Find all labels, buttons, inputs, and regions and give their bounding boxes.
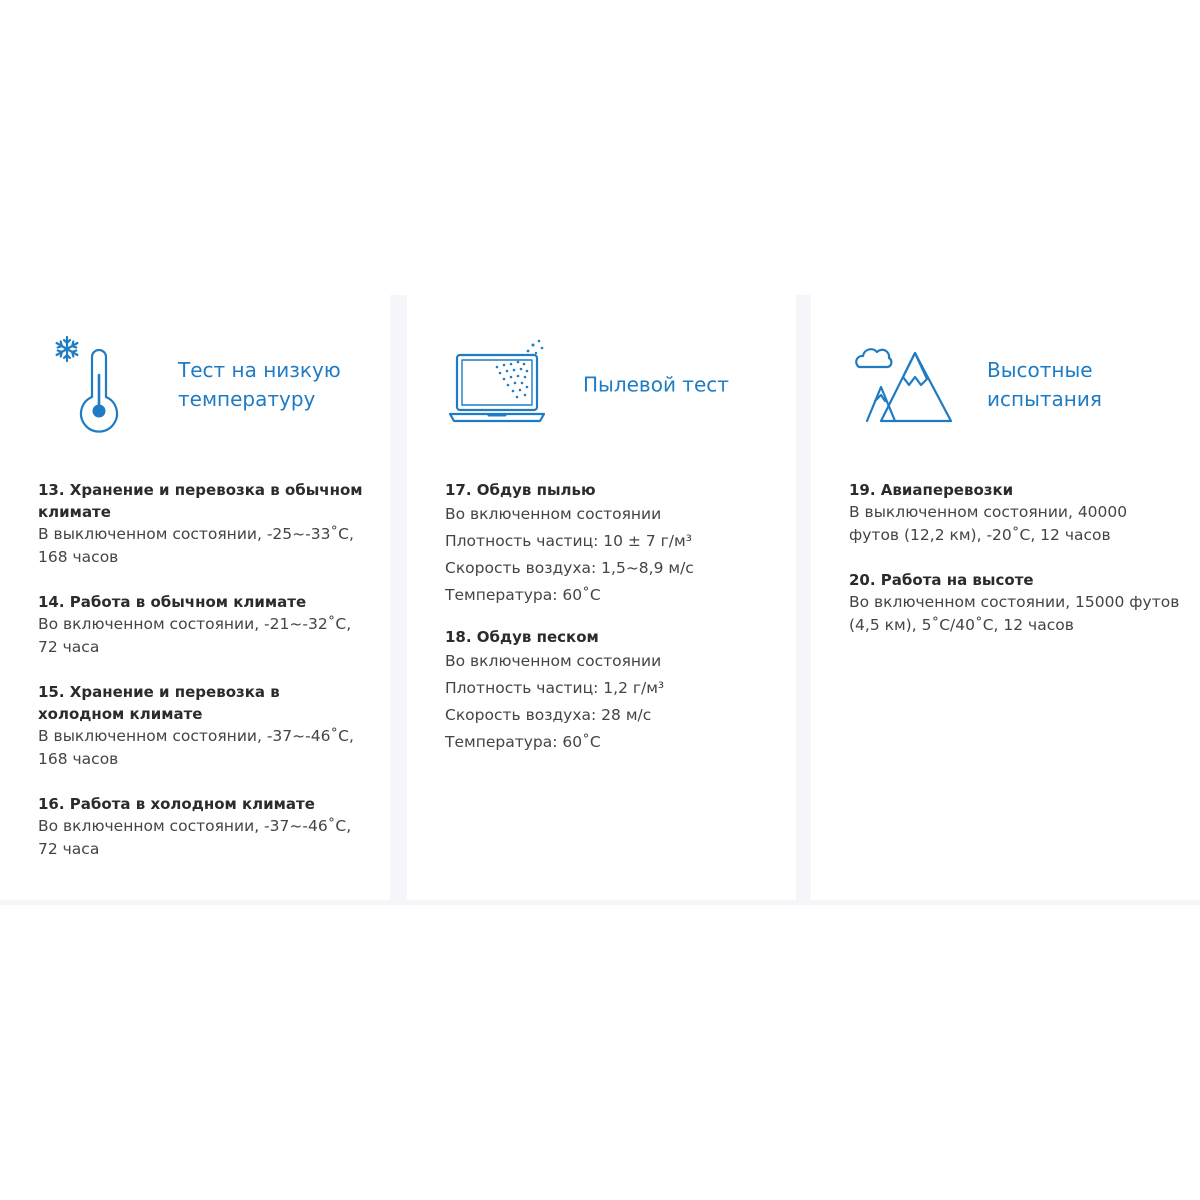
item-line: Во включенном состоянии — [445, 505, 662, 523]
items-list — [445, 479, 776, 773]
item-title: 16. Работа в холодном климате — [38, 795, 315, 813]
list-item — [38, 591, 370, 659]
card-header — [40, 335, 370, 445]
item-line: Во включенном состоянии, 15000 футов (4,5 км), 5˚C/40˚C, 12 часов — [849, 593, 1180, 634]
card-title: Тест на низкую температуру — [178, 358, 341, 411]
thermometer-snowflake-icon — [40, 335, 150, 435]
laptop-dust-icon — [447, 335, 557, 435]
list-item — [445, 479, 776, 609]
item-title: 19. Авиаперевозки — [849, 481, 1014, 499]
item-title: 18. Обдув песком — [445, 628, 599, 646]
item-line: Скорость воздуха: 28 м/с — [445, 706, 652, 724]
item-line: Скорость воздуха: 1,5~8,9 м/с — [445, 559, 694, 577]
list-item — [38, 681, 370, 771]
card-dust-test — [407, 295, 796, 900]
items-list — [849, 479, 1180, 659]
list-item — [849, 479, 1180, 547]
list-item — [38, 479, 370, 569]
mountain-cloud-icon — [851, 335, 961, 435]
card-title: Высотные испытания — [987, 358, 1102, 411]
items-list — [38, 479, 370, 883]
item-line: Плотность частиц: 1,2 г/м³ — [445, 679, 665, 697]
card-title: Пылевой тест — [583, 372, 729, 397]
card-header — [447, 335, 776, 445]
item-title: 14. Работа в обычном климате — [38, 593, 307, 611]
item-line: Плотность частиц: 10 ± 7 г/м³ — [445, 532, 692, 550]
item-line: Во включенном состоянии, -37~-46˚C, 72 часа — [38, 817, 352, 858]
item-line: В выключенном состоянии, -25~-33˚C, 168 часов — [38, 525, 354, 566]
card-altitude-test — [811, 295, 1200, 900]
item-line: Во включенном состоянии, -21~-32˚C, 72 часа — [38, 615, 352, 656]
item-title: 17. Обдув пылью — [445, 481, 596, 499]
card-low-temperature — [0, 295, 390, 900]
list-item — [445, 626, 776, 756]
item-line: Температура: 60˚C — [445, 733, 601, 751]
item-line: В выключенном состоянии, -37~-46˚C, 168 часов — [38, 727, 354, 768]
list-item — [38, 793, 370, 861]
item-title: 20. Работа на высоте — [849, 571, 1034, 589]
item-line: Температура: 60˚C — [445, 586, 601, 604]
item-line: В выключенном состоянии, 40000 футов (12,2 км), -20˚C, 12 часов — [849, 503, 1128, 544]
card-header — [851, 335, 1180, 445]
item-title: 15. Хранение и перевозка в холодном климате — [38, 683, 280, 723]
list-item — [849, 569, 1180, 637]
item-title: 13. Хранение и перевозка в обычном климате — [38, 481, 363, 521]
item-line: Во включенном состоянии — [445, 652, 662, 670]
